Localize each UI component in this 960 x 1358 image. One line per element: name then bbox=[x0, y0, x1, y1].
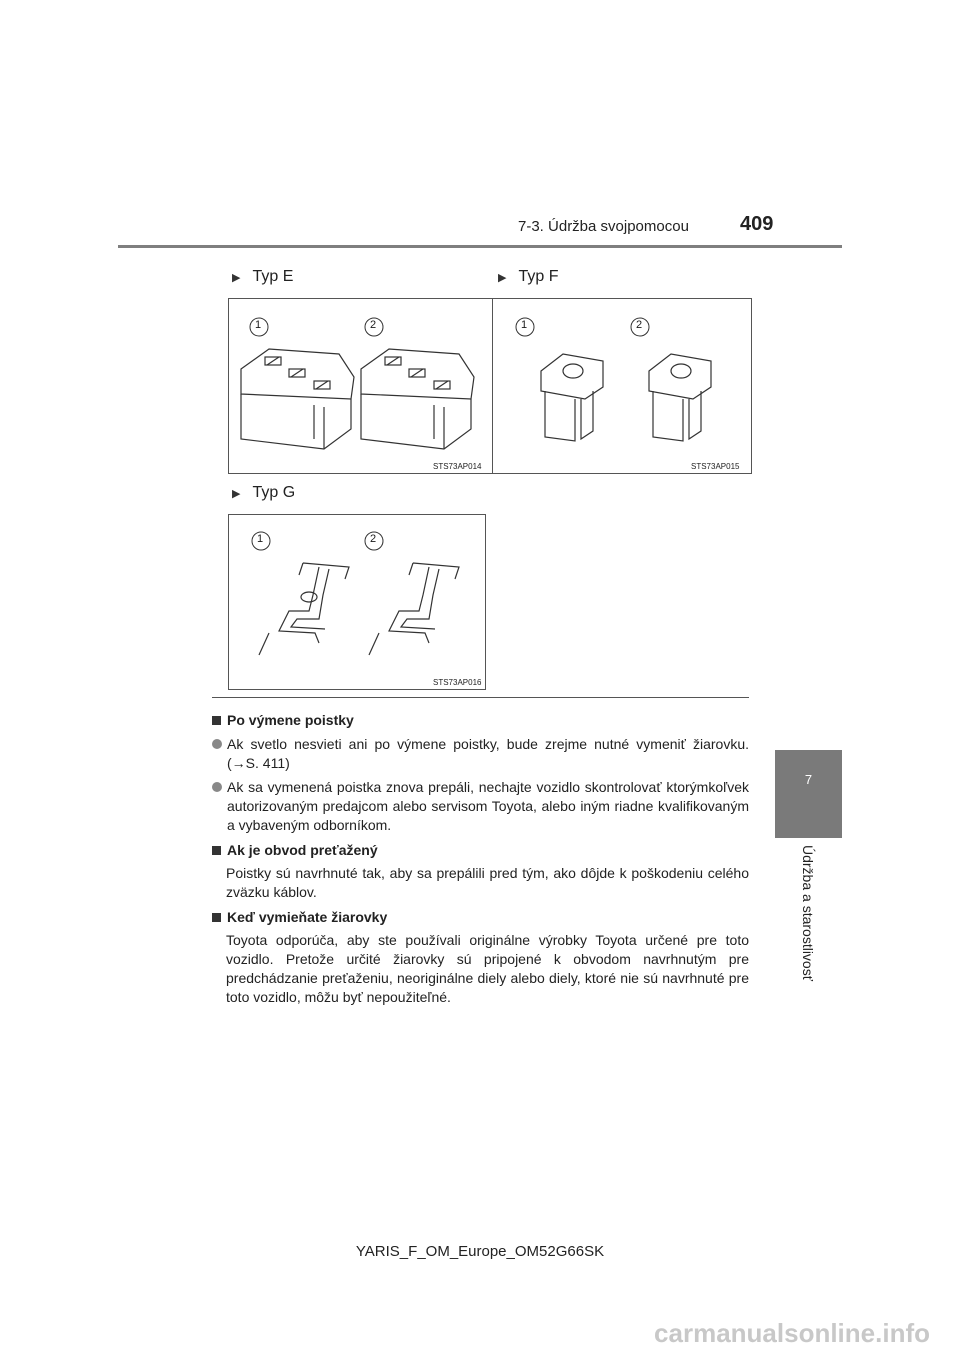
figure-typ-f bbox=[492, 298, 752, 474]
label-typ-f: ▶ Typ F bbox=[498, 268, 559, 285]
watermark: carmanualsonline.info bbox=[654, 1318, 930, 1348]
paragraph: Poistky sú navrhnuté tak, aby sa prepálili pred tým, ako dôjde k poškodeniu celého zväzku káblov. bbox=[226, 865, 749, 900]
circle-number: 1 bbox=[521, 319, 528, 331]
chapter-title: Údržba a starostlivosť bbox=[800, 845, 816, 981]
circle-number: 1 bbox=[255, 319, 262, 331]
circle-number: 2 bbox=[370, 319, 377, 331]
circle-number: 2 bbox=[636, 319, 643, 331]
fuse-typ-f-illustration bbox=[493, 299, 751, 473]
label-typ-g: ▶ Typ G bbox=[232, 484, 296, 501]
chapter-tab bbox=[775, 750, 842, 838]
section-heading: Ak je obvod preťažený bbox=[212, 841, 749, 860]
triangle-icon: ▶ bbox=[498, 271, 507, 284]
paragraph: Toyota odporúča, aby ste používali originálne výrobky Toyota určené pre toto vozidlo. Pretože určité žiarovky sú pripojené k obvodom navrhnutým pre predchádzanie preťaženiu, neoriginálne diely alebo diely, ktoré nie sú navrhnuté pre toto vozidlo, môžu byť nepoužiteľné. bbox=[226, 932, 749, 1005]
figure-code: STS73AP014 bbox=[433, 462, 482, 471]
square-bullet-icon bbox=[212, 913, 221, 922]
square-bullet-icon bbox=[212, 846, 221, 855]
content-divider bbox=[212, 697, 749, 698]
page-number: 409 bbox=[740, 213, 774, 235]
section-heading: Po výmene poistky bbox=[212, 711, 749, 730]
figure-typ-g bbox=[228, 514, 486, 690]
document-id: YARIS_F_OM_Europe_OM52G66SK bbox=[355, 1243, 605, 1260]
header-divider bbox=[118, 245, 842, 248]
list-item: Ak sa vymenená poistka znova prepáli, nechajte vozidlo skontrolovať ktorýmkoľvek autorizovaným predajcom alebo servisom Toyota, alebo iným riadne kvalifikovaným a vybaveným odborníkom. bbox=[212, 778, 749, 835]
circle-bullet-icon bbox=[212, 739, 222, 749]
fuse-typ-e-illustration bbox=[229, 299, 493, 473]
section-heading: Keď vymieňate žiarovky bbox=[212, 908, 749, 927]
label-typ-e: ▶ Typ E bbox=[232, 268, 294, 285]
circle-number: 2 bbox=[370, 533, 377, 545]
square-bullet-icon bbox=[212, 716, 221, 725]
chapter-number: 7 bbox=[804, 772, 813, 787]
figure-code: STS73AP016 bbox=[433, 678, 482, 687]
triangle-icon: ▶ bbox=[232, 487, 241, 500]
triangle-icon: ▶ bbox=[232, 271, 241, 284]
circle-number: 1 bbox=[257, 533, 264, 545]
circle-bullet-icon bbox=[212, 782, 222, 792]
figure-code: STS73AP015 bbox=[691, 462, 740, 471]
figure-typ-e bbox=[228, 298, 494, 474]
content-body bbox=[212, 705, 749, 1007]
fuse-typ-g-illustration bbox=[229, 515, 485, 689]
list-item: Ak svetlo nesvieti ani po výmene poistky, bude zrejme nutné vymeniť žiarovku. (→S. 411) bbox=[212, 735, 749, 773]
section-title: 7-3. Údržba svojpomocou bbox=[518, 218, 689, 235]
